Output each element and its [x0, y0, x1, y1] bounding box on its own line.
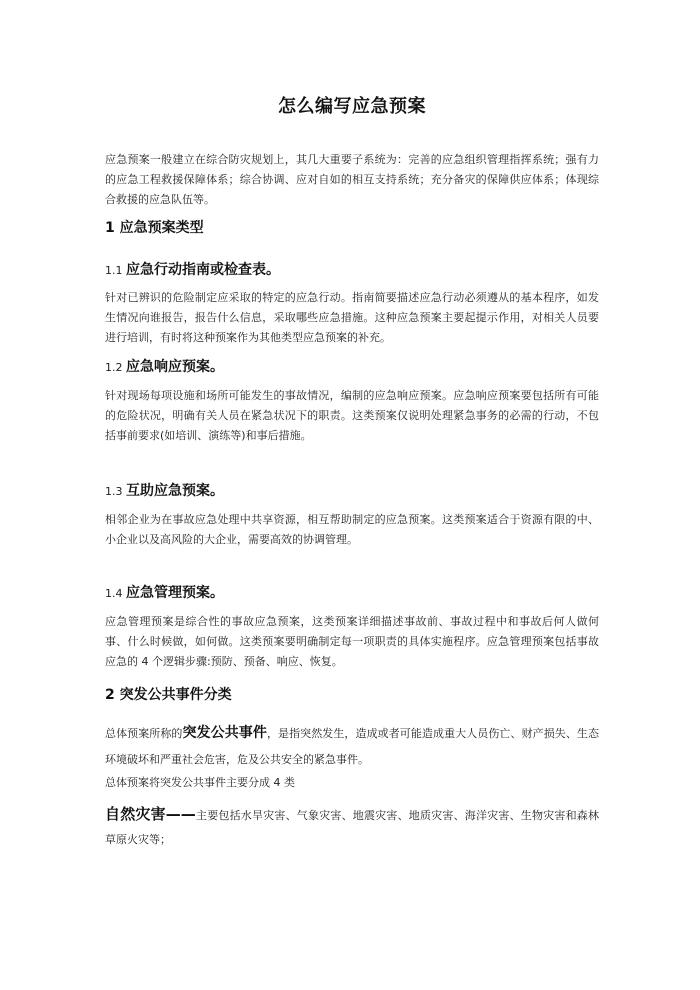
subsection-1-2-body: 针对现场每项设施和场所可能发生的事故情况，编制的应急响应预案。应急响应预案要包括所有可能的危险状况，明确有关人员在紧急状况下的职责。这类预案仅说明处理紧急事务的必需的行动，不包括事前要求(如培训、演练等)和事后措施。: [105, 389, 599, 442]
subsection-1-1-body: 针对已辨识的危险制定应采取的特定的应急行动。指南简要描述应急行动必须遵从的基本程序，如发生情况向谁报告，报告什么信息，采取哪些应急措施。这种应急预案主要起提示作用，对相关人员要进行培训，有时将这种预案作为其他类型应急预案的补充。: [105, 291, 599, 344]
subsection-title: 互助应急预案。: [126, 483, 224, 499]
definition-term: 突发公共事件: [182, 725, 267, 741]
natural-disaster-description: 主要包括水旱灾害、气象灾害、地震灾害、地质灾害、海洋灾害、生物灾害和森林草原火灾等；: [105, 809, 599, 846]
page-title: 怎么编写应急预案: [278, 96, 426, 117]
intro-paragraph: 应急预案一般建立在综合防灾规划上，其几大重要子系统为：完善的应急组织管理指挥系统；强有力的应急工程救援保障体系；综合协调、应对自如的相互支持系统；充分备灾的保障供应体系；体现综合救援的应急队伍等。: [105, 153, 599, 206]
subsection-1-4-body: 应急管理预案是综合性的事故应急预案，这类预案详细描述事故前、事故过程中和事故后何人做何事、什么时候做，如何做。这类预案要明确制定每一项职责的具体实施程序。应急管理预案包括事故应急的 4 个逻辑步骤:预防、预备、响应、恢复。: [105, 615, 599, 668]
subsection-title: 应急行动指南或检查表。: [126, 262, 280, 278]
subsection-title: 应急管理预案。: [126, 585, 224, 601]
section-2-heading: 2 突发公共事件分类: [105, 687, 232, 703]
section-2-definition-paragraph: [105, 720, 599, 773]
definition-prefix: 总体预案所称的: [105, 727, 183, 740]
section-2-classification-note: 总体预案将突发公共事件主要分成 4 类: [105, 776, 295, 789]
subsection-number: 1.4: [105, 587, 123, 600]
subsection-1-3-body: 相邻企业为在事故应急处理中共享资源，相互帮助制定的应急预案。这类预案适合于资源有限的中、小企业以及高风险的大企业，需要高效的协调管理。: [105, 513, 599, 546]
natural-disaster-term: 自然灾害——: [105, 805, 196, 823]
subsection-1-2-heading: [105, 356, 224, 376]
subsection-number: 1.1: [105, 264, 123, 277]
subsection-title: 应急响应预案。: [126, 359, 224, 375]
subsection-1-4-heading: [105, 582, 224, 602]
subsection-1-3-heading: [105, 480, 224, 500]
subsection-number: 1.2: [105, 361, 123, 374]
subsection-number: 1.3: [105, 485, 123, 498]
subsection-1-1-heading: [105, 259, 280, 279]
definition-suffix: ，是指突然发生，造成或者可能造成重大人员伤亡、财产损失、生态环境破坏和严重社会危害，危及公共安全的紧急事件。: [105, 727, 600, 766]
natural-disaster-paragraph: [105, 802, 599, 852]
section-1-heading: 1 应急预案类型: [105, 220, 204, 236]
